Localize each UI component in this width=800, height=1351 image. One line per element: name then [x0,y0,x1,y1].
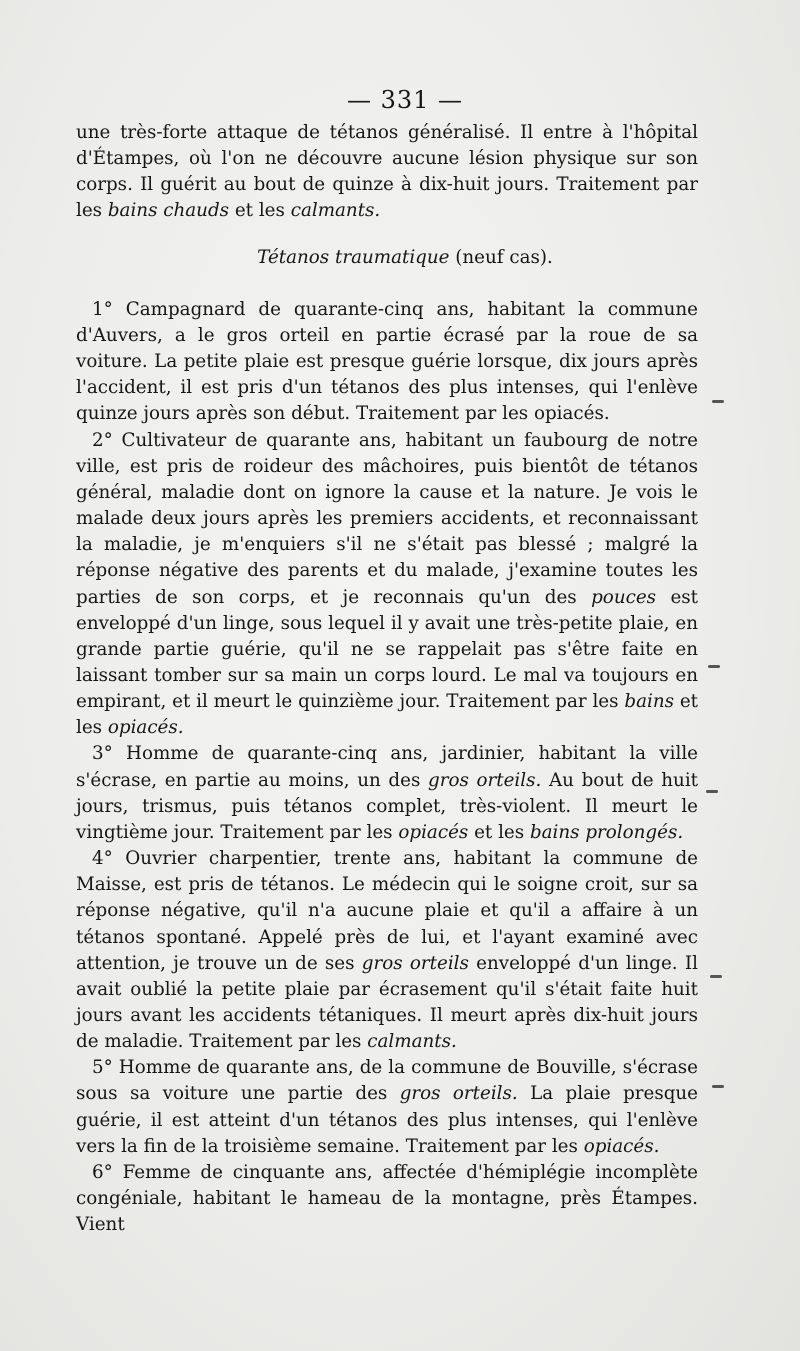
section-heading: Tétanos traumatique (neuf cas). [257,246,553,268]
case-4: 4° Ouvrier charpentier, trente ans, habitant la commune de Maisse, est pris de tétanos. Le médecin qui le soigne croit, sur sa réponse négative, qu'il n'a aucune plaie et qu'il a affaire à un tétanos spontané. Appelé près de lui, et l'ayant examiné avec attention, je trouve un de ses gros orteils enveloppé d'un linge. Il avait oublié la petite plaie par écrasement qu'il s'était faite huit jours avant les accidents tétaniques. Il meurt après dix-huit jours de maladie. Traitement par les calmants. [76,848,698,1053]
case-1: 1° Campagnard de quarante-cinq ans, habitant la commune d'Auvers, a le gros orteil en partie écrasé par la roue de sa voiture. La petite plaie est presque guérie lorsque, dix jours après l'accident, il est pris d'un tétanos des plus intenses, qui l'enlève quinze jours après son début. Traitement par les opiacés. [76,298,698,425]
margin-smudge [712,400,724,403]
continuation-paragraph: une très-forte attaque de tétanos généralisé. Il entre à l'hôpital d'Étampes, où l'on ne découvre aucune lésion physique sur son corps. Il guérit au bout de quinze à dix-huit jours. Traitement par les bains chauds et les calmants. [76,122,698,222]
case-3: 3° Homme de quarante-cinq ans, jardinier, habitant la ville s'écrase, en partie au moins, un des gros orteils. Au bout de huit jours, trismus, puis tétanos complet, très-violent. Il meurt le vingtième jour. Traitement par les opiacés et les bains prolongés. [76,743,699,843]
body-text [76,120,698,1238]
margin-smudge [712,1085,724,1088]
margin-smudge [706,790,718,793]
margin-smudge [708,665,720,668]
case-5: 5° Homme de quarante ans, de la commune de Bouville, s'écrase sous sa voiture une partie des gros orteils. La plaie presque guérie, il est atteint d'un tétanos des plus intenses, qui l'enlève vers la fin de la troisième semaine. Traitement par les opiacés. [76,1057,698,1157]
case-2: 2° Cultivateur de quarante ans, habitant un faubourg de notre ville, est pris de roideur des mâchoires, puis bientôt de tétanos général, maladie dont on ignore la cause et la nature. Je vois le malade deux jours après les premiers accidents, et reconnaissant la maladie, je m'enquiers s'il ne s'était pas blessé ; malgré la réponse négative des parents et du malade, j'examine toutes les parties de son corps, et je reconnais qu'un des pouces est enveloppé d'un linge, sous lequel il y avait une très-petite plaie, en grande partie guérie, qu'il ne se rappelait pas s'être faite en laissant tomber sur sa main un corps lourd. Le mal va toujours en empirant, et il meurt le quinzième jour. Traitement par les bains et les opiacés. [76,429,699,739]
page-number: — 331 — [346,86,464,114]
case-6: 6° Femme de cinquante ans, affectée d'hémiplégie incomplète congéniale, habitant le hameau de la montagne, près Étampes. Vient [76,1161,698,1236]
margin-smudge [710,975,722,978]
